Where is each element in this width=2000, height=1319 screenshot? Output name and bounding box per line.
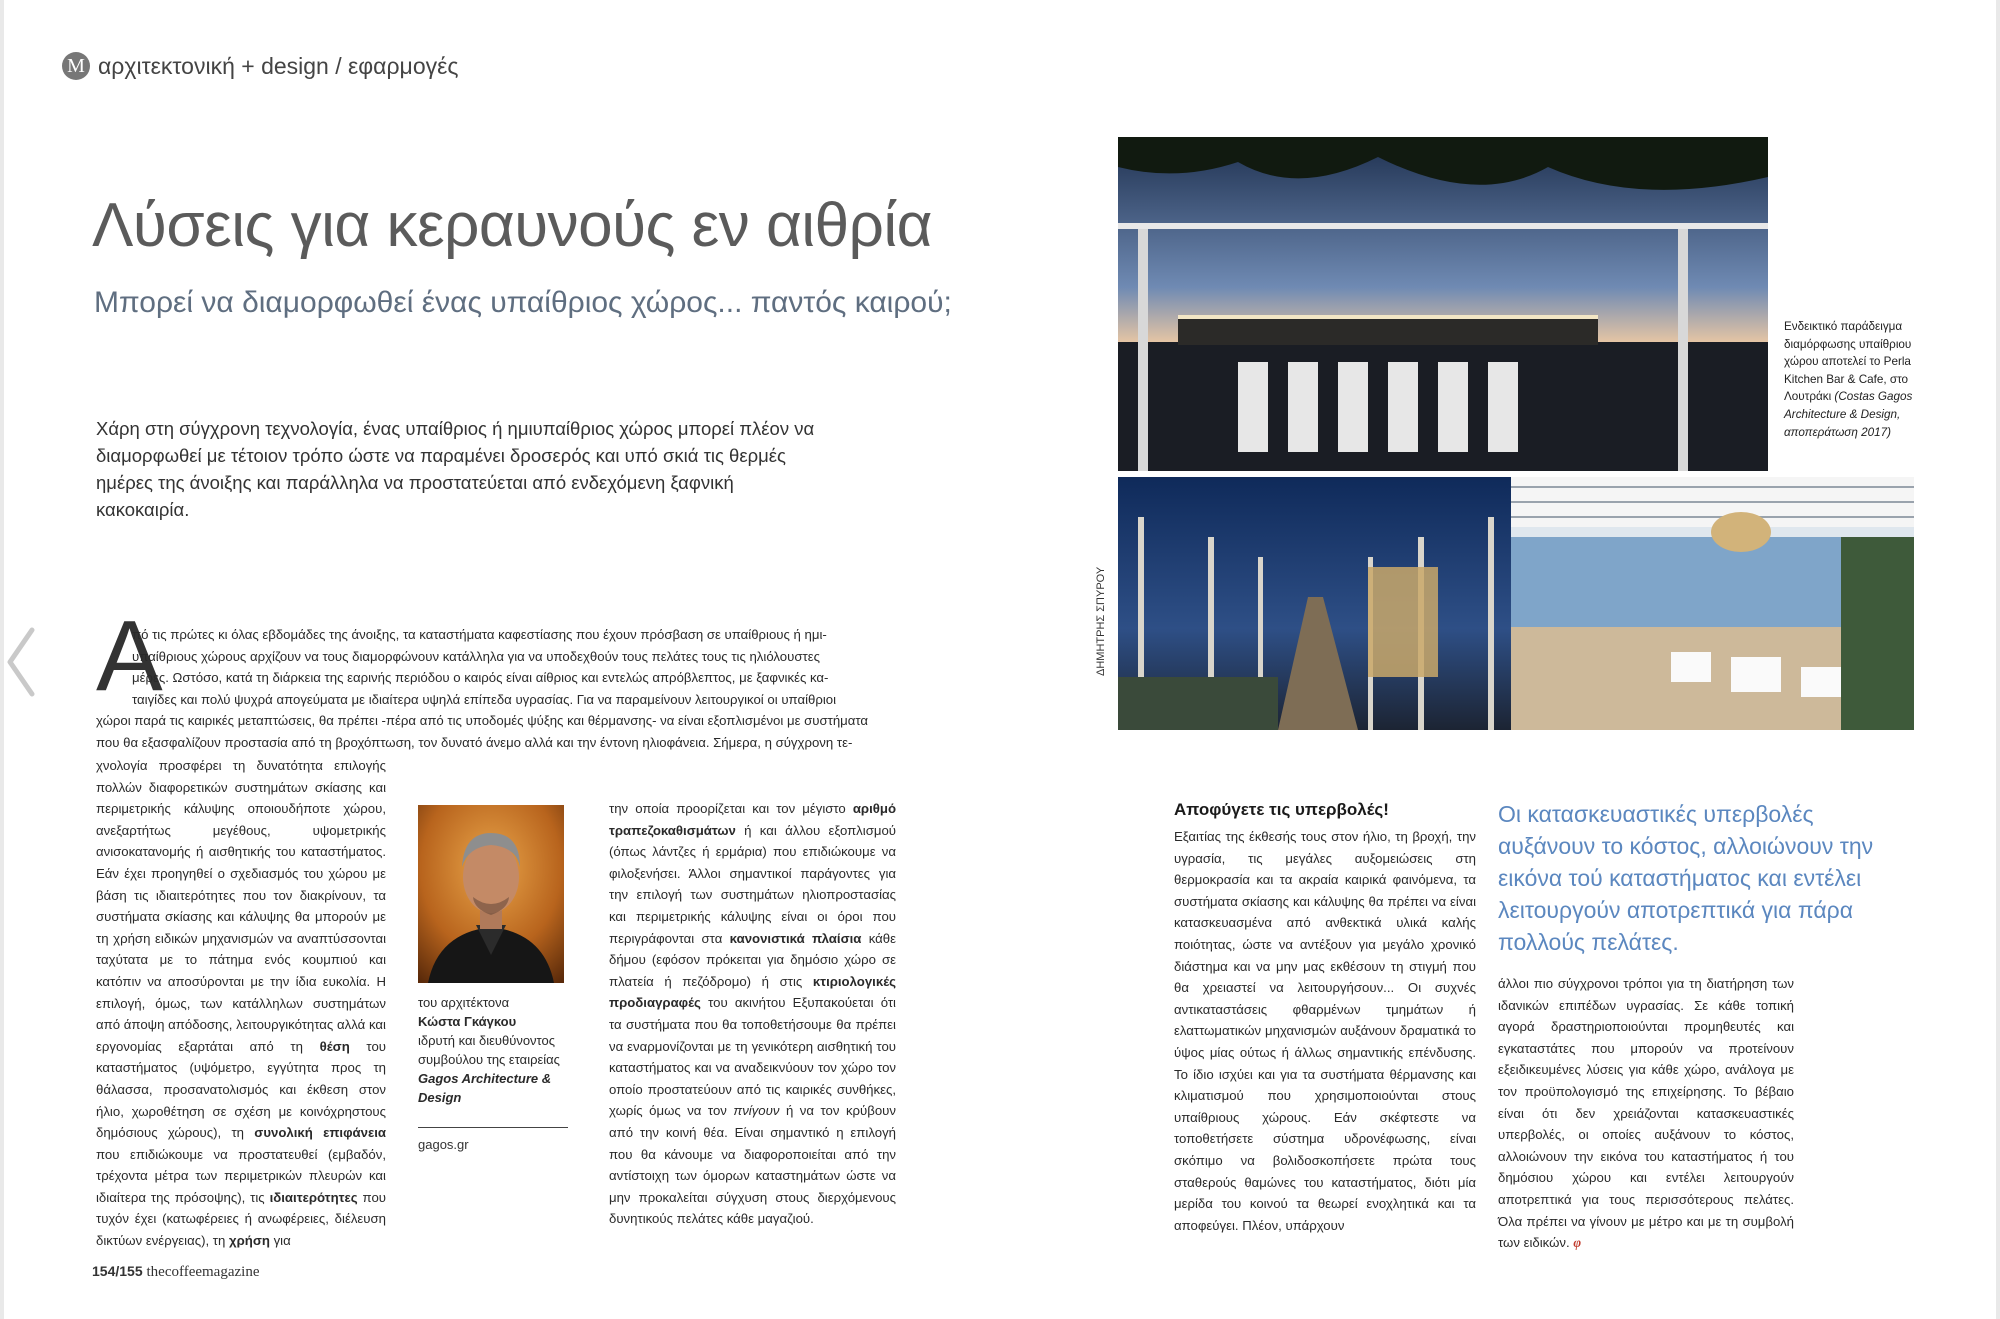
photo-caption-credit: (Costas Gagos Architecture & Design, αποπεράτωση 2017) xyxy=(1784,390,1913,439)
author-divider xyxy=(418,1127,568,1128)
article-intro: Χάρη στη σύγχρονη τεχνολογία, ένας υπαίθριος ή ημιυπαίθριος χώρος μπορεί πλέον να διαμορφωθεί με τέτοιον τρόπο ώστε να παραμένει δροσερός και υπό σκιά τις θερμές ημέρες της άνοιξης και παράλληλα να προστατεύεται από ενδεχόμενη ξαφνική κακοκαιρία. xyxy=(96,418,815,520)
author-name: Κώστα Γκάγκου xyxy=(418,1014,517,1029)
col3-bold: κανονιστικά πλαίσια xyxy=(729,930,862,946)
col1-text: που τυχόν έχει (κατωφέρειες ή ανωφέρειες, διέλευση δικτύων ενέργειας), τη xyxy=(96,1189,386,1249)
photo-caption xyxy=(1784,318,1914,441)
section-header xyxy=(62,52,458,80)
lead-line: που θα εξασφαλίζουν προστασία από τη βροχόπτωση, τον δυνατό άνεμο αλλά και την έντονη ηλιοφάνεια. Σήμερα, η σύγχρονη τε- xyxy=(96,734,853,750)
page-numbers: 154/155 xyxy=(92,1263,143,1279)
author-prefix: του αρχιτέκτονα xyxy=(418,995,510,1010)
col3-text: ή και άλλου εξοπλισμού (όπως λάντζες ή ερμάρια) που επιδιώκουμε να φιλοξενήσει. Άλλοι σημαντικοί παράγοντες για την επιλογή των συστημάτων ηλιοπροστασίας και περιμετρικής κάλυψης είναι οι όροι που περιγράφονται στα xyxy=(609,822,896,946)
left-page xyxy=(4,0,1004,1319)
author-company: Gagos Architecture & Design xyxy=(418,1071,552,1105)
sidebar-text: Εξαιτίας της έκθεσής τους στον ήλιο, τη βροχή, την υγρασία, τις μεγάλες αυξομειώσεις στη θερμοκρασία και τα ακραία καιρικά φαινόμενα, τα συστήματα σκίασης και κάλυψης θα πρέπει να είναι κατασκευασμένα από ανθεκτικά υλικά καλής ποιότητας, ώστε να αντέξουν για μεγάλο χρονικό διάστημα και να μην μας εκθέσουν τη στιγμή που θα χρειαστεί να λειτουργήσουν... Οι συχνές αντικαταστάσεις φθαρμένων τμημάτων ή ελαττωματικών μηχανισμών αυξάνουν δραματικά το ύψος μίας ούτως ή άλλως σημαντικής επένδυσης. Το ίδιο ισχύει και για τα συστήματα θέρμανσης και κλιματισμού που χρησιμοποιούνται στους υπαίθριους χώρους. Εάν σκέφτεστε να τοποθετήσετε σύστημα υδρονέφωσης, είναι σκόπιμο να βολιδοσκοπήσετε πρώτα τους σταθερούς θαμώνες του καταστήματος, διότι μία μερίδα του κοινού τα θεωρεί ενοχλητικά και τα αποφεύγει. Πλέον, υπάρχουν xyxy=(1174,829,1476,1233)
main-photo xyxy=(1118,137,1768,471)
col3-text: ή να τον κρύβουν από την κοινή θέα. Είναι σημαντικό η επιλογή που θα κάνουμε να διαφοροποιείται από την αντίστοιχη των όμορων καταστημάτων ώστε να μην προκαλείται σύγχυση στους διερχόμενους δυνητικούς πελάτες κάθε μαγαζιού. xyxy=(609,1103,896,1227)
photographer-credit: ΔΗΜΗΤΡΗΣ ΣΠΥΡΟΥ xyxy=(1095,566,1107,676)
walkway-photo xyxy=(1118,477,1512,730)
author-caption xyxy=(418,993,568,1107)
col3-text: του ακινήτου Εξυπακούεται ότι τα συστήματα που θα τοποθετήσουμε θα πρέπει να εναρμονίζονται με τη γενικότερη αισθητική του καταστήματος και να αναδεικνύουν τον χώρο τον οποίο προστατεύουν από τις καιρικές συνθήκες, χωρίς όμως να τον xyxy=(609,995,896,1119)
section-label: αρχιτεκτονική + design / εφαρμογές xyxy=(98,52,459,79)
col1-bold: θέση xyxy=(319,1038,350,1054)
author-role: ιδρυτή και διευθύνοντος συμβούλου της εταιρείας xyxy=(418,1033,560,1067)
lead-paragraph xyxy=(96,624,918,754)
end-mark: φ xyxy=(1573,1235,1582,1251)
drop-cap: Α xyxy=(96,600,163,712)
chevron-left-icon[interactable] xyxy=(4,626,38,698)
col1-bold: ιδιαιτερότητες xyxy=(269,1189,358,1205)
lead-line: ταιγίδες και πολύ ψυχρά απογεύματα με ιδιαίτερα υψηλά επίπεδα υγρασίας. Για να παραμείνουν λειτουργικοί οι υπαίθριοι xyxy=(132,691,837,707)
lead-line: μέρες. Ωστόσο, κατά τη διάρκεια της εαρινής περιόδου ο καιρός είναι αίθριος και εντελώς απρόβλεπτος, με ξαφνικές κα- xyxy=(132,670,829,686)
col3-bold: αριθμό τραπεζοκαθισμάτων xyxy=(609,801,896,838)
right-page xyxy=(1004,0,1996,1319)
pull-quote: Οι κατασκευαστικές υπερβολές αυξάνουν το κόστος, αλλοιώνουν την εικόνα τού καταστήματος και εντέλει λειτουργούν αποτρεπτικά για πάρα πολλούς πελάτες. xyxy=(1498,801,1874,955)
lead-line: χώροι παρά τις καιρικές μεταπτώσεις, θα πρέπει -πέρα από τις υποδομές ψύξης και θέρμανσης- να είναι εξοπλισμένοι με συστήματα xyxy=(96,713,869,729)
col1-text: που επιδιώκουμε να προστατευθεί (εμβαδόν, τρέχοντα μέτρα των περιμετρικών πλευρών και ιδιαίτερα της πρόσοψης), τις xyxy=(96,1146,386,1205)
col3-text: κάθε δήμου (εφόσον πρόκειται για δημόσιο χώρο σε πλατεία ή πεζόδρομο) ή στις xyxy=(609,930,896,989)
col1-bold: συνολική επιφάνεια xyxy=(254,1125,386,1141)
page-folio xyxy=(92,1263,259,1281)
sidebar-text-2: άλλοι πιο σύγχρονοι τρόποι για τη διατήρηση των ιδανικών επιπέδων υγρασίας. Σε κάθε τοπική αγορά δραστηριοποιούνται προμηθευτές και εγκαταστάτες που μπορούν να προτείνουν εξειδικευμένες λύσεις για κάθε χώρο, ανάλογα με τον προϋπολογισμό της επιχείρησης. Το βέβαιο είναι ότι δεν χρειάζονται κατασκευαστικές υπερβολές, οι οποίες αυξάνουν το κόστος, αλλοιώνουν την εικόνα του καταστήματος ή του δημόσιου χώρου και εντέλει λειτουργούν αποτρεπτικά για τους περισσότερους πελάτες. Όλα πρέπει να γίνουν με μέτρο και με τη συμβολή των ειδικών. xyxy=(1498,976,1794,1251)
author-website: gagos.gr xyxy=(418,1137,469,1152)
col3-bold: κτιριολογικές προδιαγραφές xyxy=(609,973,896,1011)
lead-line: υπαίθριους χώρους αρχίζουν να τους διαμορφώνουν κατάλληλα για να υποδεχθούν τους πελάτες τους τις ηλιόλουστες xyxy=(132,648,820,664)
magazine-name: thecoffeemagazine xyxy=(146,1264,260,1280)
col3-text: την οποία προορίζεται και τον μέγιστο xyxy=(609,801,853,816)
photo-caption-text: Ενδεικτικό παράδειγμα διαμόρφωσης υπαίθριου χώρου αποτελεί το Perla Kitchen Bar & Cafe, στο Λουτράκι xyxy=(1784,320,1912,404)
col1-text: για xyxy=(269,1233,291,1249)
lead-line: πό τις πρώτες κι όλας εβδομάδες της άνοιξης, τα καταστήματα καφεστίασης που έχουν πρόσβαση σε υπαίθριους ή ημι- xyxy=(132,627,827,642)
terrace-photo xyxy=(1511,477,1914,730)
author-portrait xyxy=(418,805,564,983)
article-subtitle: Μπορεί να διαμορφωθεί ένας υπαίθριος χώρος... παντός καιρού; xyxy=(94,286,952,319)
col1-text: του καταστήματος (υψόμετρο, εγγύτητα προς τη θάλασσα, προσανατολισμός και έκθεση στον ήλιο, χωροθέτηση σε σχέση με κοινόχρηστους δημόσιους χώρους), τη xyxy=(96,1038,387,1141)
m-badge-icon: M xyxy=(62,52,90,80)
body-column-3 xyxy=(609,798,896,1230)
article-title: Λύσεις για κεραυνούς εν αιθρία xyxy=(92,191,932,260)
col3-italic: πνίγουν xyxy=(733,1103,780,1119)
col1-text: χνολογία προσφέρει τη δυνατότητα επιλογής πολλών διαφορετικών συστημάτων σκίασης και περιμετρικής κάλυψης οποιουδήποτε χώρου, ανεξαρτήτως μεγέθους, υψομετρικής ανισοκατανομής ή αισθητικής του καταστήματος. Εάν έχει προηγηθεί ο σχεδιασμός του χώρου με βάση τις ιδιαιτερότητες που τον διακρίνουν, τα συστήματα σκίασης και κάλυψης θα μπορούν με τη χρήση ειδικών μηχανισμών να αναπτύσσονται ταχύτατα με το πάτημα ενός κουμπιού και κατόπιν να αποσύρονται με την ίδια ευκολία. Η επιλογή, όμως, των κατάλληλων συστημάτων από άποψη απόδοσης, λειτουργικότητας αλλά και εργονομίας εξαρτάται από τη xyxy=(96,758,386,1054)
col1-bold: χρήση xyxy=(229,1233,270,1249)
sidebar-heading: Αποφύγετε τις υπερβολές! xyxy=(1174,800,1389,819)
sidebar-text-continued xyxy=(1498,973,1794,1254)
body-column-1 xyxy=(96,755,386,1252)
